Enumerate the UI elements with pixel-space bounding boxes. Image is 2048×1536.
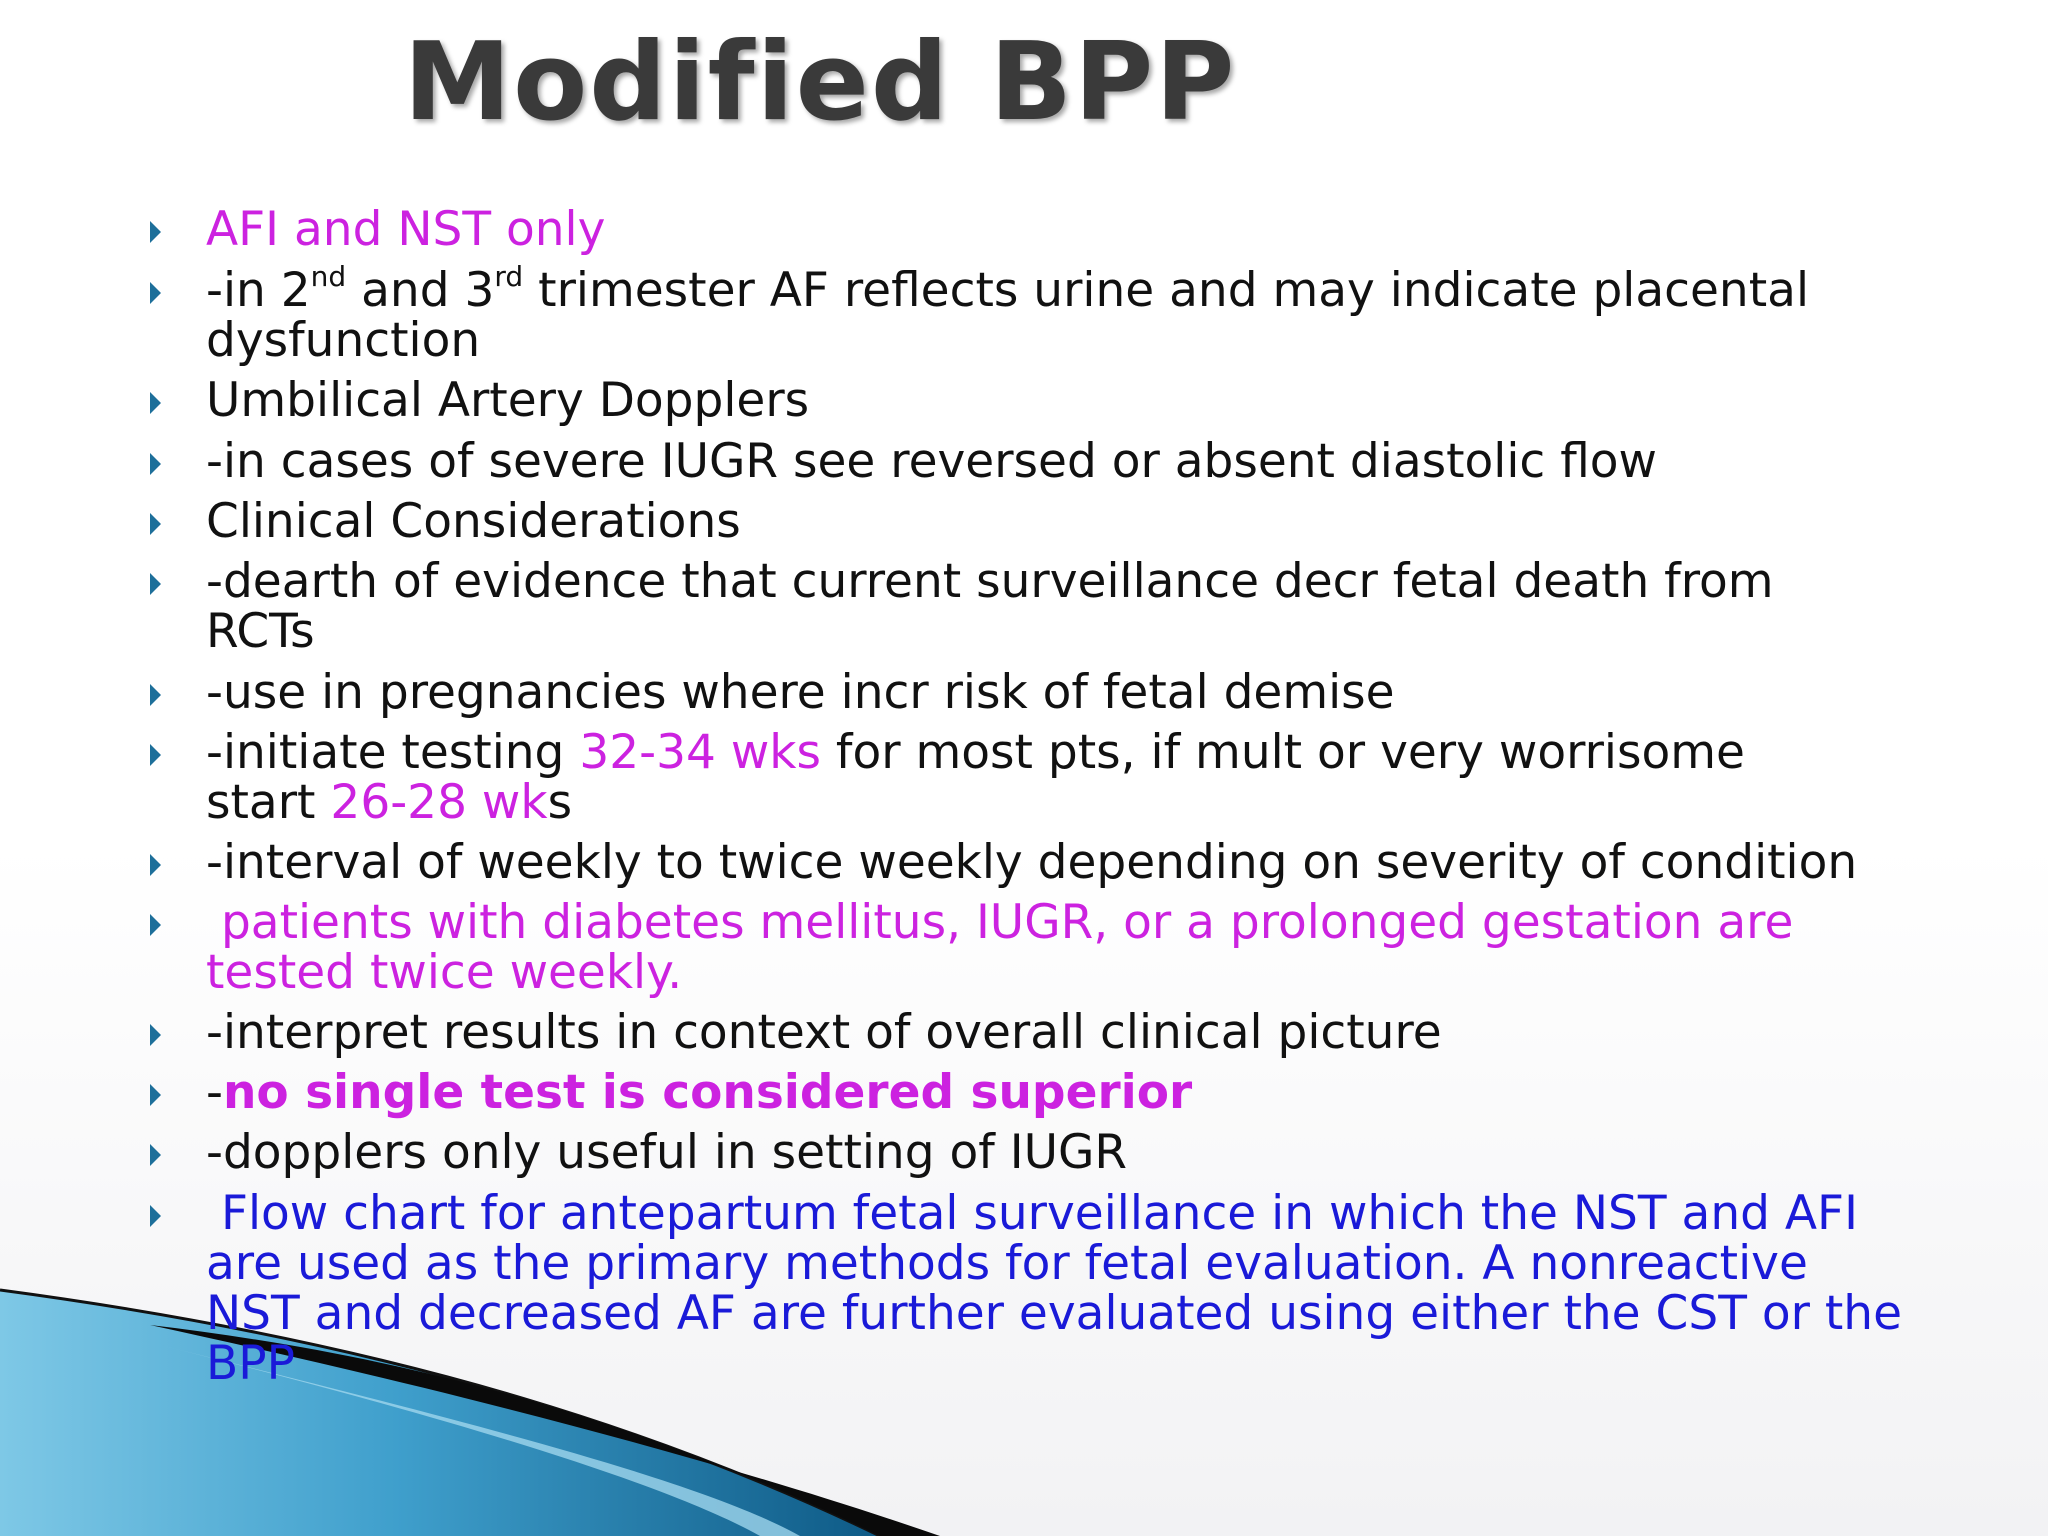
bullet-text: -use in pregnancies where incr risk of fetal demise	[206, 665, 1395, 720]
triangle-right-icon	[150, 1024, 161, 1046]
bullet-text-line: patients with diabetes mellitus, IUGR, or a prolonged gestation are	[206, 895, 1794, 950]
superscript: rd	[494, 260, 524, 293]
triangle-right-icon	[150, 392, 161, 414]
bullet-text-line: tested twice weekly.	[206, 945, 683, 1000]
bullet-text-line: RCTs	[206, 604, 315, 659]
triangle-right-icon	[150, 221, 161, 243]
bullet-text: -dopplers only useful in setting of IUGR	[206, 1125, 1128, 1180]
highlight-weeks: 26-28 wk	[330, 775, 548, 830]
triangle-right-icon	[150, 1084, 161, 1106]
bullet-text-line: BPP	[206, 1336, 295, 1391]
bullet-text: -no single test is considered superior	[206, 1065, 1193, 1120]
slide-title: Modified BPP	[403, 20, 1237, 145]
triangle-right-icon	[150, 282, 161, 304]
triangle-right-icon	[150, 684, 161, 706]
bullet-text: Umbilical Artery Dopplers	[206, 373, 810, 428]
triangle-right-icon	[150, 573, 161, 595]
bullet-text-line: start 26-28 wks	[206, 775, 573, 830]
bullet-text-line: -initiate testing 32-34 wks for most pts, if mult or very worrisome	[206, 725, 1745, 780]
bullet-text-line: Flow chart for antepartum fetal surveillance in which the NST and AFI	[206, 1186, 1858, 1241]
bullet-text-line: -in 2nd and 3rd trimester AF reflects urine and may indicate placental	[206, 260, 1810, 318]
bullet-text-line: NST and decreased AF are further evaluated using either the CST or the	[206, 1286, 1902, 1341]
bullet-text-line: -dearth of evidence that current surveillance decr fetal death from	[206, 554, 1774, 609]
triangle-right-icon	[150, 854, 161, 876]
bullet-text-line: are used as the primary methods for fetal evaluation. A nonreactive	[206, 1236, 1808, 1291]
triangle-right-icon	[150, 453, 161, 475]
triangle-right-icon	[150, 1205, 161, 1227]
triangle-right-icon	[150, 1144, 161, 1166]
triangle-right-icon	[150, 513, 161, 535]
superscript: nd	[310, 260, 347, 293]
triangle-right-icon	[150, 744, 161, 766]
bullet-text: -in cases of severe IUGR see reversed or absent diastolic flow	[206, 434, 1657, 489]
bullet-text-line: dysfunction	[206, 313, 481, 368]
triangle-right-icon	[150, 914, 161, 936]
bullet-text: -interval of weekly to twice weekly depending on severity of condition	[206, 835, 1858, 890]
bullet-text: -interpret results in context of overall clinical picture	[206, 1005, 1442, 1060]
bullet-text: Clinical Considerations	[206, 494, 741, 549]
highlight-weeks: 32-34 wks	[579, 725, 821, 780]
bullet-text: AFI and NST only	[206, 202, 606, 257]
emphasis-text: no single test is considered superior	[222, 1065, 1193, 1120]
